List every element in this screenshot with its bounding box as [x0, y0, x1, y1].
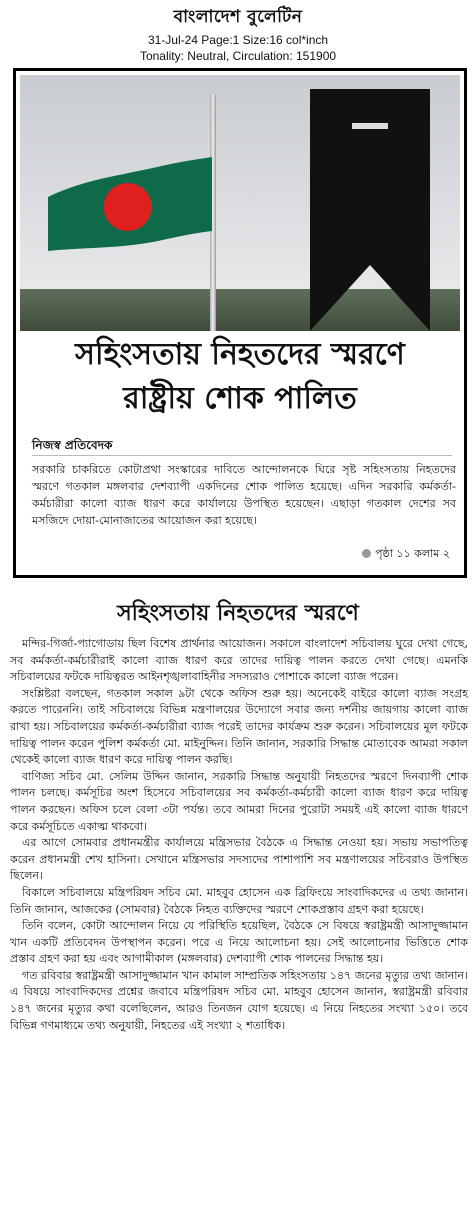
bullet-icon: [362, 549, 371, 558]
news-clipping: [13, 68, 467, 578]
black-ribbon-icon: [290, 89, 450, 331]
jump-text: পৃষ্ঠা ১১ কলাম ২: [375, 547, 450, 560]
mourning-photo: [20, 75, 460, 331]
lead-paragraph: সরকারি চাকরিতে কোটাপ্রথা সংস্কারের দাবিতে আন্দোলনকে ঘিরে সৃষ্ট সহিংসতায় নিহতদের স্মরণে গতকাল মঙ্গলবার দেশব্যাপী একদিনের শোক পালিত হয়েছে। এদিন সরকারি কর্মকর্তা-কর্মচারীরা কালো ব্যাজ ধারণ করে কার্যালয়ে উপস্থিত হয়েছেন। এছাড়া গতকাল দেশের সব মসজিদে দোয়া-মোনাজাতের আয়োজন করা হয়েছে।: [32, 463, 456, 527]
clip-date-line: 31-Jul-24 Page:1 Size:16 col*inch: [147, 33, 329, 47]
body-paragraph: বাণিজ্য সচিব মো. সেলিম উদ্দিন জানান, সরকারি সিদ্ধান্ত অনুযায়ী নিহতদের স্মরণে দিনব্যাপী শোক পালন চলছে। কর্মসূচির অংশ হিসেবে সচিবালয়ের সব কর্মকর্তা-কর্মচারী কালো ব্যাজ ধারণ করে দায়িত্ব পালন করছেন। অফিস চলে বেলা ৩টা পর্যন্ত। তবে আমরা দিনের পুরোটা সময়ই এই কালো ব্যাজ ধারণে করে কর্মসূচিতে একাত্ম থাকবো।: [10, 769, 468, 833]
headline-line-1: সহিংসতায় নিহতদের স্মরণে: [75, 337, 405, 372]
body-paragraph: মন্দির-গির্জা-প্যাগোডায় ছিল বিশেষ প্রার্থনার আয়োজন। সকালে বাংলাদেশ সচিবালয় ঘুরে দেখা গেছে, সব কর্মকর্তা-কর্মচারীরাই কালো ব্যাজ ধারণ করে তাদের দায়িত্ব পালন করতে দেখা গেছে। এমনকি সচিবালয়ের ফটকে দায়িত্বরত আইনশৃঙ্খলাবাহিনীর সদস্যরাও পোশাকে কালো ব্যাজ পরেন।: [10, 637, 468, 684]
continuation-body: [10, 636, 468, 1034]
continued-on-marker: [362, 545, 450, 564]
body-paragraph: তিনি বলেন, কোটা আন্দোলন নিয়ে যে পরিস্থিতি হয়েছিল, বৈঠকে সে বিষয়ে স্বরাষ্ট্রমন্ত্রী আসাদুজ্জামান খান একটি প্রতিবেদন উপস্থাপন করেন। পরে এ নিয়ে আলোচনা হয়। সেই আলোচনার ভিত্তিতে শোক প্রস্তাব গ্রহণ করা হয় এবং আগামীকাল (মঙ্গলবার) দেশব্যাপী শোক পালনের সিদ্ধান্ত হয়।: [10, 919, 468, 966]
bangladesh-flag-icon: [44, 155, 216, 251]
clip-headline: [20, 333, 460, 429]
byline-divider: [32, 455, 452, 456]
clip-tonality-line: Tonality: Neutral, Circulation: 151900: [139, 49, 337, 63]
body-paragraph: সংশ্লিষ্টরা বলছেন, গতকাল সকাল ৯টা থেকে অফিস শুরু হয়। অনেকেই বাইরে কালো ব্যাজ সংগ্রহ করতে পারেননি। তাই সচিবালয়ে বিভিন্ন মন্ত্রণালয়ের উদ্যোগে সবার জন্য দর্শনীয় জায়গায় কালো ব্যাজ রাখা হয়। সচিবালয়ের কর্মকর্তা-কর্মচারীরা ব্যাজ পরেই তাদের কার্যক্রম শুরু করেন। সচিবালয়ের মূল ফটকে দায়িত্ব পালন করেন পুলিশ কর্মকর্তা মো. মাইনুদ্দিন। তিনি জানান, সরকারি সিদ্ধান্ত মোতাবেক আমরা সকাল থেকেই কালো ব্যাজ ধারণ করে দায়িত্ব পালন করছি।: [10, 686, 468, 767]
body-paragraph: গত রবিবার স্বরাষ্ট্রমন্ত্রী আসাদুজ্জামান খান কামাল সাম্প্রতিক সহিংসতায় ১৪৭ জনের মৃত্যুর তথ্য জানান। এ বিষয়ে সাংবাদিকদের প্রশ্নের জবাবে মন্ত্রিপরিষদ সচিব মো. মাহবুব হোসেন জানান, স্বরাষ্ট্রমন্ত্রী রবিবার ১৪৭ জনের মৃত্যুর কথা বলেছিলেন, আরও তিনজন যোগ হয়েছে। এ নিয়ে নিহতের সংখ্যা ১৫০। তবে বিভিন্ন গণমাধ্যমে তথ্য অনুযায়ী, নিহতের এই সংখ্যা ২ শতাধিক।: [10, 968, 468, 1032]
continuation-heading: সহিংসতায় নিহতদের স্মরণে: [117, 601, 359, 626]
newspaper-name: বাংলাদেশ বুলেটিন: [173, 7, 303, 27]
body-paragraph: বিকালে সচিবালয়ে মন্ত্রিপরিষদ সচিব মো. মাহবুব হোসেন এক ব্রিফিংয়ে সাংবাদিকদের এ তথ্য জানান। তিনি জানান, আজকের (সোমবার) বৈঠকে নিহত ব্যক্তিদের স্মরণে শোকপ্রস্তাব গ্রহণ করা হয়েছে।: [10, 885, 468, 916]
body-paragraph: এর আগে সোমবার প্রধানমন্ত্রীর কার্যালয়ে মন্ত্রিসভার বৈঠকে এ সিদ্ধান্ত নেওয়া হয়। সভায় সভাপতিত্ব করেন প্রধানমন্ত্রী শেখ হাসিনা। সেখানে মন্ত্রিসভার সদস্যদের পাশাপাশি সব মন্ত্রণালয়ের সচিবরাও উপস্থিত ছিলেন।: [10, 836, 468, 883]
reporter-byline: নিজস্ব প্রতিবেদক: [32, 438, 113, 452]
headline-line-2: রাষ্ট্রীয় শোক পালিত: [123, 381, 357, 416]
masthead: [0, 4, 476, 64]
